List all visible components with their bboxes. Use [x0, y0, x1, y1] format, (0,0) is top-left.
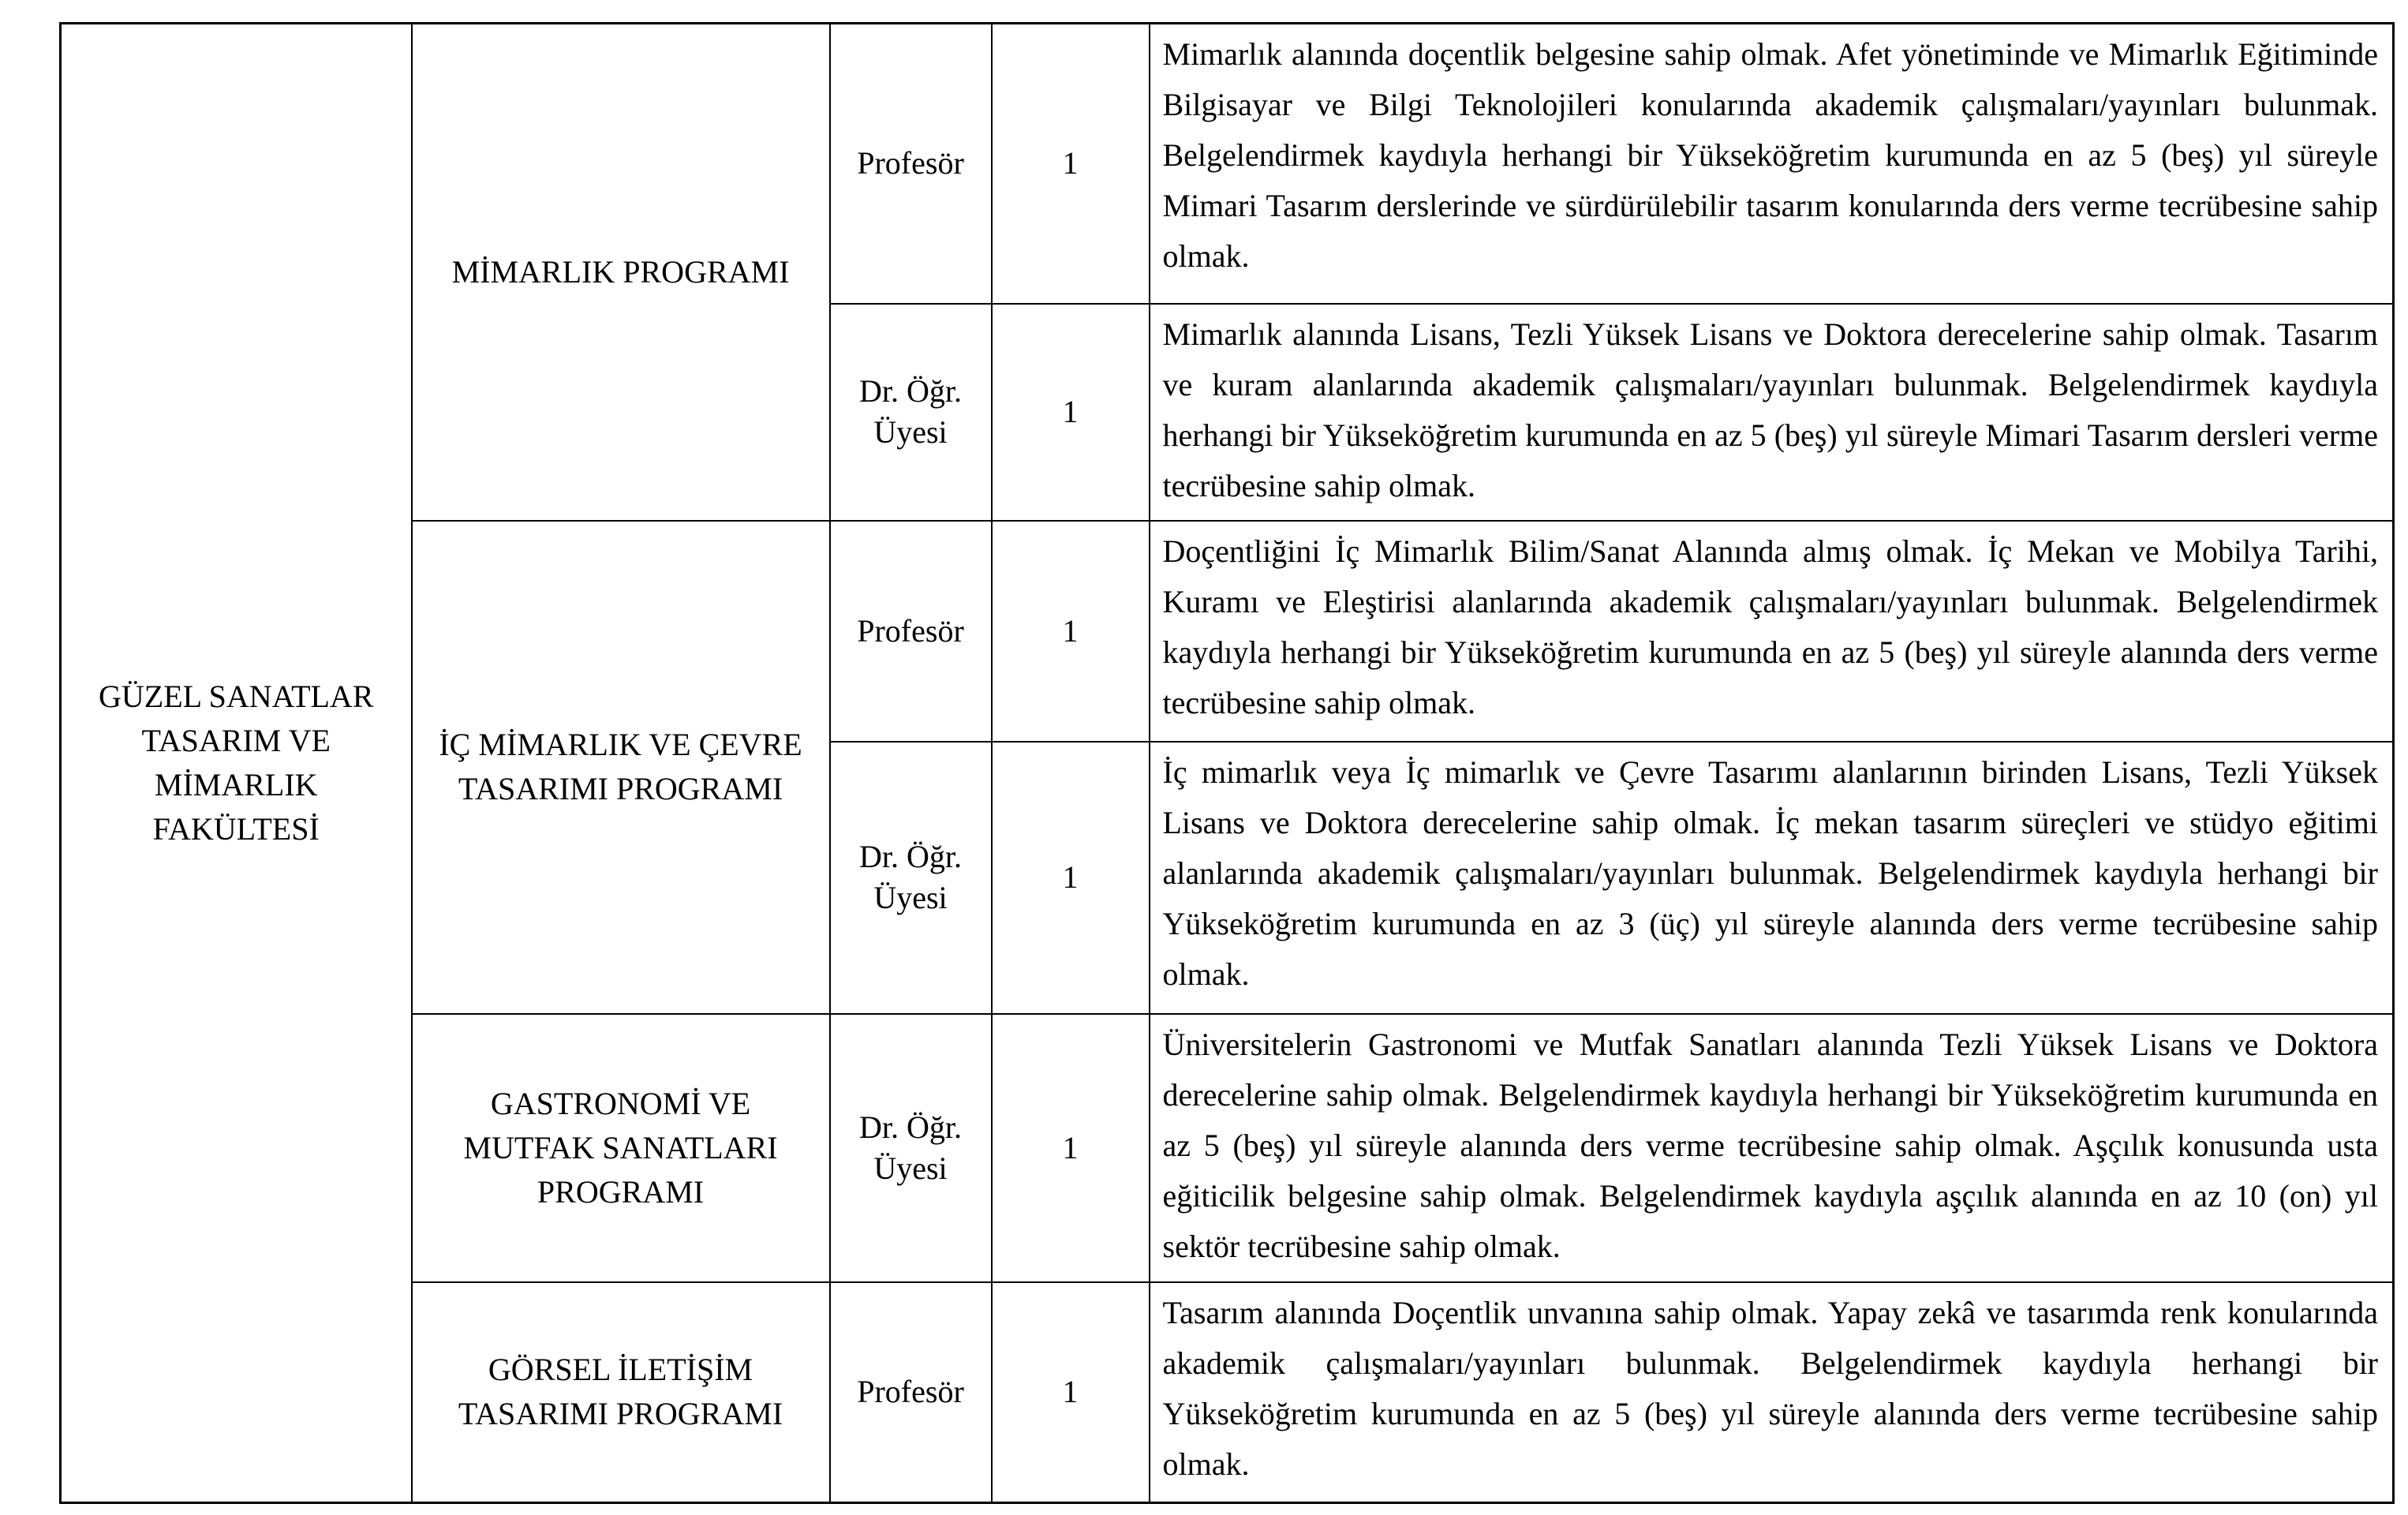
- position-count-cell: 1: [992, 742, 1150, 1014]
- position-title-cell: Profesör: [830, 24, 992, 304]
- position-count-cell: 1: [992, 521, 1150, 742]
- position-requirements-cell: Tasarım alanında Doçentlik unvanına sahip olmak. Yapay zekâ ve tasarımda renk konularında akademik çalışmaları/yayınları bulunmak. Belgelendirmek kaydıyla herhangi bir Yükseköğretim kurumunda en az 5 (beş) yıl süreyle alanında ders verme tecrübesine sahip olmak.: [1150, 1282, 2394, 1503]
- position-requirements-cell: Doçentliğini İç Mimarlık Bilim/Sanat Alanında almış olmak. İç Mekan ve Mobilya Tarihi, Kuramı ve Eleştirisi alanlarında akademik çalışmaları/yayınları bulunmak. Belgelendirmek kaydıyla herhangi bir Yükseköğretim kurumunda en az 5 (beş) yıl süreyle alanında ders verme tecrübesine sahip olmak.: [1150, 521, 2394, 742]
- faculty-name-cell: GÜZEL SANATLAR TASARIM VE MİMARLIK FAKÜLTESİ: [61, 24, 412, 1503]
- position-count-cell: 1: [992, 1014, 1150, 1282]
- position-requirements-cell: Üniversitelerin Gastronomi ve Mutfak Sanatları alanında Tezli Yüksek Lisans ve Doktora derecelerine sahip olmak. Belgelendirmek kaydıyla herhangi bir Yükseköğretim kurumunda en az 5 (beş) yıl süreyle alanında ders verme tecrübesine sahip olmak. Aşçılık konusunda usta eğiticilik belgesine sahip olmak. Belgelendirmek kaydıyla aşçılık alanında en az 10 (on) yıl sektör tecrübesine sahip olmak.: [1150, 1014, 2394, 1282]
- position-requirements-cell: İç mimarlık veya İç mimarlık ve Çevre Tasarımı alanlarının birinden Lisans, Tezli Yüksek Lisans ve Doktora derecelerine sahip olmak. İç mekan tasarım süreçleri ve stüdyo eğitimi alanlarında akademik çalışmaları/yayınları bulunmak. Belgelendirmek kaydıyla herhangi bir Yükseköğretim kurumunda en az 3 (üç) yıl süreyle alanında ders verme tecrübesine sahip olmak.: [1150, 742, 2394, 1014]
- position-title-cell: Profesör: [830, 1282, 992, 1503]
- position-count-cell: 1: [992, 24, 1150, 304]
- position-title-cell: Dr. Öğr. Üyesi: [830, 742, 992, 1014]
- position-requirements-cell: Mimarlık alanında Lisans, Tezli Yüksek Lisans ve Doktora derecelerine sahip olmak. Tasarım ve kuram alanlarında akademik çalışmaları/yayınları bulunmak. Belgelendirmek kaydıyla herhangi bir Yükseköğretim kurumunda en az 5 (beş) yıl süreyle Mimari Tasarım dersleri verme tecrübesine sahip olmak.: [1150, 304, 2394, 521]
- position-count-cell: 1: [992, 304, 1150, 521]
- position-title-cell: Profesör: [830, 521, 992, 742]
- academic-positions-table: [59, 22, 2395, 1504]
- position-requirements-cell: Mimarlık alanında doçentlik belgesine sahip olmak. Afet yönetiminde ve Mimarlık Eğitiminde Bilgisayar ve Bilgi Teknolojileri konularında akademik çalışmaları/yayınları bulunmak. Belgelendirmek kaydıyla herhangi bir Yükseköğretim kurumunda en az 5 (beş) yıl süreyle Mimari Tasarım derslerinde ve sürdürülebilir tasarım konularında ders verme tecrübesine sahip olmak.: [1150, 24, 2394, 304]
- table-row: [61, 24, 2394, 304]
- program-name-cell: GASTRONOMİ VE MUTFAK SANATLARI PROGRAMI: [412, 1014, 830, 1282]
- program-name-cell: MİMARLIK PROGRAMI: [412, 24, 830, 521]
- position-count-cell: 1: [992, 1282, 1150, 1503]
- program-name-cell: GÖRSEL İLETİŞİM TASARIMI PROGRAMI: [412, 1282, 830, 1503]
- program-name-cell: İÇ MİMARLIK VE ÇEVRE TASARIMI PROGRAMI: [412, 521, 830, 1014]
- position-title-cell: Dr. Öğr. Üyesi: [830, 1014, 992, 1282]
- position-title-cell: Dr. Öğr. Üyesi: [830, 304, 992, 521]
